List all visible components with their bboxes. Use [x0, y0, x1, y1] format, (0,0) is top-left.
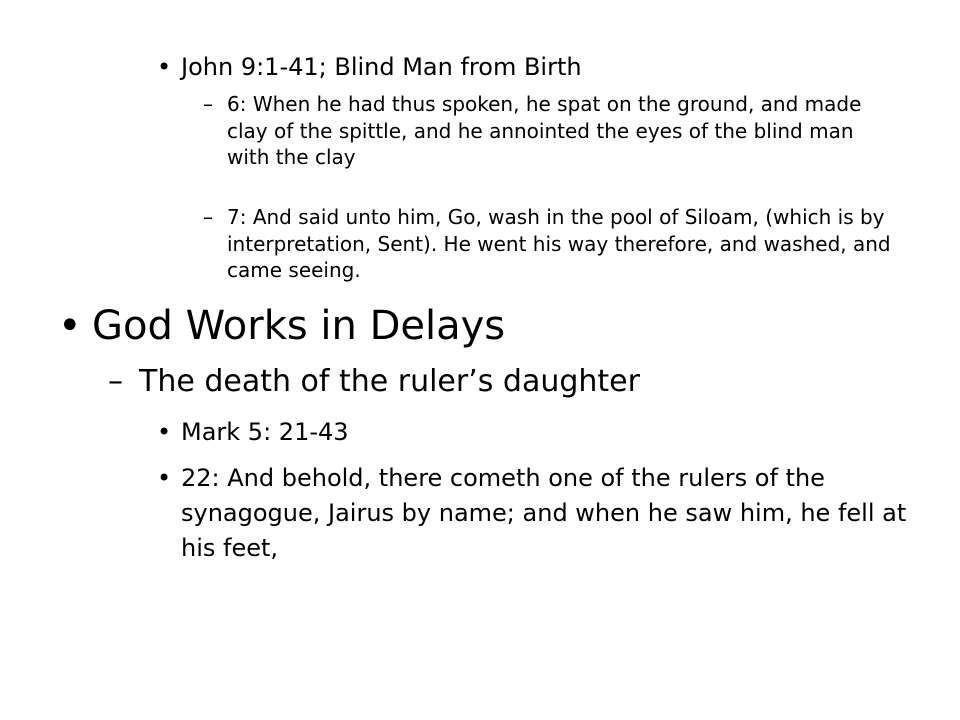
- verse-6: [203, 91, 893, 171]
- dash-marker: –: [203, 205, 213, 229]
- verse-7: [203, 204, 893, 284]
- verse-text: 6: When he had thus spoken, he spat on the ground, and made clay of the spittle, and he annointed the eyes of the blind man with the clay: [227, 92, 862, 169]
- bullet-text: Mark 5: 21-43: [181, 418, 349, 446]
- bullet-text: John 9:1-41; Blind Man from Birth: [181, 53, 582, 81]
- bullet-text: 22: And behold, there cometh one of the rulers of the synagogue, Jairus by name; and when he saw him, he fell at his feet,: [181, 464, 907, 562]
- bullet-marker: •: [157, 464, 172, 492]
- verse-text: 7: And said unto him, Go, wash in the pool of Siloam, (which is by interpretation, Sent). He went his way therefore, and washed, and came seeing.: [227, 205, 891, 282]
- bullet-marker: •: [58, 303, 82, 349]
- bullet-john-9: [157, 50, 897, 84]
- subheading-rulers-daughter: [108, 357, 928, 407]
- bullet-mark-5: [157, 415, 917, 450]
- heading-god-works-in-delays: [58, 296, 918, 356]
- heading-text: God Works in Delays: [92, 303, 506, 349]
- bullet-verse-22: [157, 461, 917, 566]
- subheading-text: The death of the ruler’s daughter: [139, 364, 640, 399]
- dash-marker: –: [108, 364, 123, 399]
- dash-marker: –: [203, 92, 213, 116]
- bullet-marker: •: [157, 53, 172, 81]
- bullet-marker: •: [157, 418, 172, 446]
